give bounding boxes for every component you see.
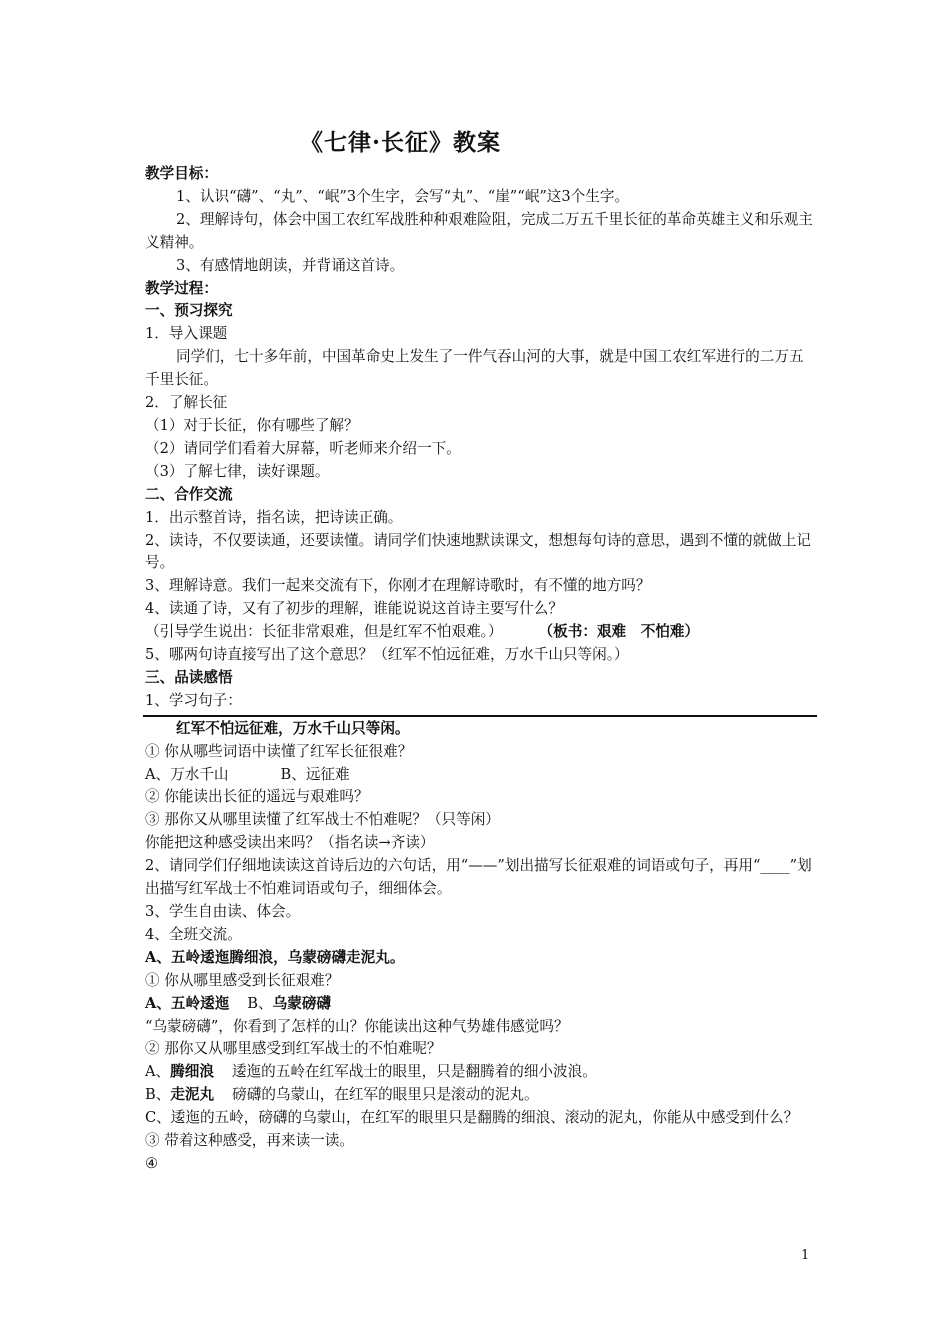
section-heading-process: 教学过程：: [145, 279, 218, 297]
where-3-b: [145, 1084, 815, 1107]
where-option-a: A、五岭逶迤: [145, 994, 230, 1012]
where-1: ① 你从哪里感受到长征艰难？: [145, 971, 340, 989]
step-1-text: 同学们，七十多年前，中国革命史上发生了一件气吞山河的大事，就是中国工农红军进行的二万五千里长征。: [145, 348, 804, 389]
where-3-a: [145, 1061, 815, 1084]
where-5: ④: [145, 1154, 159, 1172]
read-4: 4、全班交流。: [145, 925, 242, 943]
blackboard-note: （板书：艰难 不怕难）: [538, 623, 700, 641]
where-2: “乌蒙磅礴”，你看到了怎样的山？你能读出这种气势雄伟感觉吗？: [145, 1017, 569, 1035]
coop-4-guide: [145, 621, 815, 644]
heading-part-2: 二、合作交流: [145, 485, 233, 503]
coop-4: 4、读通了诗，又有了初步的理解，谁能说说这首诗主要写什么？: [145, 600, 563, 618]
question-1-options: [145, 764, 815, 787]
read-1: 1、学习句子：: [145, 691, 242, 709]
read-2: 2、请同学们仔细地读读这首诗后边的六句话，用“——”划出描写长征艰难的词语或句子，再用“____”划出描写红军战士不怕难词语或句子，细细体会。: [145, 857, 812, 898]
coop-5: 5、哪两句诗直接写出了这个意思？（红军不怕远征难，万水千山只等闲。）: [145, 646, 629, 664]
goal-2: 2、理解诗句，体会中国工农红军战胜种种艰难险阻，完成二万五千里长征的革命英雄主义和乐观主义精神。: [145, 210, 813, 251]
document-title: 《七律·长征》教案: [300, 129, 502, 156]
where-3-b-term: 走泥丸: [170, 1086, 215, 1104]
document-body: [145, 163, 815, 1176]
question-3: ③ 那你又从哪里读懂了红军战士不怕难呢？（只等闲）: [145, 811, 500, 829]
where-3-a-text: 逶迤的五岭在红军战士的眼里，只是翻腾着的细小波浪。: [231, 1063, 597, 1081]
read-3: 3、学生自由读、体会。: [145, 903, 301, 920]
heading-part-3: 三、品读感悟: [145, 668, 233, 686]
question-4: 你能把这种感受读出来吗？（指名读→齐读）: [145, 834, 435, 852]
step-2-b: （2）请同学们看着大屏幕，听老师来介绍一下。: [145, 439, 461, 457]
question-1: ① 你从哪些词语中读懂了红军长征很难？: [145, 742, 413, 760]
heading-part-1: 一、预习探究: [145, 302, 233, 320]
coop-2: 2、读诗，不仅要读通，还要读懂。请同学们快速地默读课文，想想每句诗的意思，遇到不懂的就做上记号。: [145, 531, 812, 572]
question-2: ② 你能读出长征的遥远与艰难吗？: [145, 788, 369, 806]
where-3-b-text: 磅礴的乌蒙山，在红军的眼里只是滚动的泥丸。: [232, 1086, 539, 1104]
coop-1: 1．出示整首诗，指名读，把诗读正确。: [145, 508, 403, 526]
goal-3: 3、有感情地朗读，并背诵这首诗。: [176, 256, 405, 274]
step-2: 2．了解长征: [145, 394, 228, 412]
step-1: 1．导入课题: [145, 325, 228, 343]
where-3-b-prefix: B、: [145, 1086, 171, 1104]
where-3-a-term: 腾细浪: [170, 1063, 214, 1081]
step-2-a: （1）对于长征，你有哪些了解？: [145, 416, 359, 434]
option-b: B、远征难: [280, 765, 350, 783]
step-2-c: （3）了解七律，读好课题。: [145, 462, 330, 480]
where-3-c: C、逶迤的五岭，磅礴的乌蒙山，在红军的眼里只是翻腾的细浪、滚动的泥丸，你能从中感受到什么？: [145, 1109, 799, 1127]
section-heading-goals: 教学目标：: [145, 165, 218, 182]
option-a: A、万水千山: [145, 765, 229, 783]
goal-1: 1、认识“礴”、“丸”、“岷”3个生字，会写“丸”、“崖”“岷”这3个生字。: [176, 187, 630, 205]
where-3: ② 那你又从哪里感受到红军战士的不怕难呢？: [145, 1040, 442, 1058]
page-number: 1: [801, 1248, 810, 1263]
where-option-b: 乌蒙磅礴: [272, 994, 332, 1012]
coop-3: 3、理解诗意。我们一起来交流有下，你刚才在理解诗歌时，有不懂的地方吗？: [145, 577, 651, 595]
coop-4-guide-text: （引导学生说出：长征非常艰难，但是红军不怕艰难。）: [145, 623, 503, 641]
horizontal-rule: [143, 715, 817, 717]
verse-line-1: 红军不怕远征难，万水千山只等闲。: [176, 719, 410, 737]
where-1-options: [145, 993, 815, 1016]
verse-line-2: A、五岭逶迤腾细浪，乌蒙磅礴走泥丸。: [145, 948, 405, 966]
where-4: ③ 带着这种感受，再来读一读。: [145, 1132, 354, 1150]
where-option-b-prefix: B、: [247, 994, 273, 1012]
where-3-a-prefix: A、: [145, 1063, 171, 1081]
